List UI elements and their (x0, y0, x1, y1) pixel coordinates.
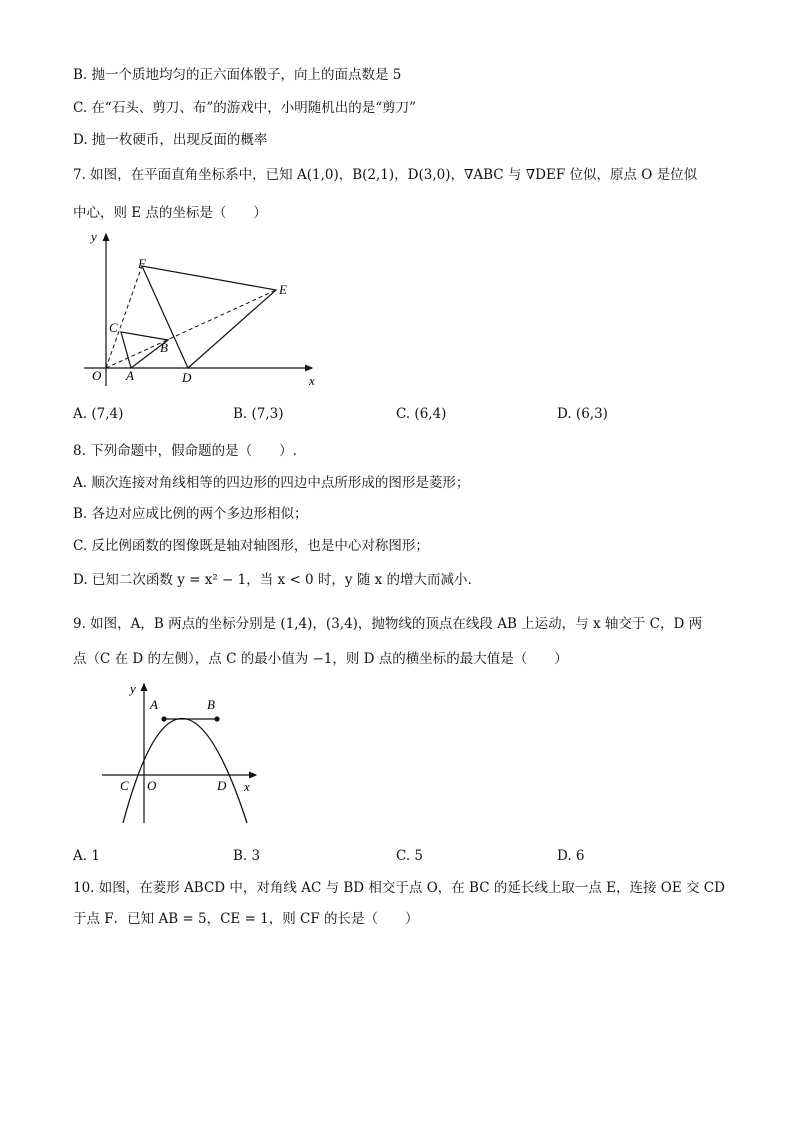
q8-option-d: D. 已知二次函数 y = x² − 1，当 x < 0 时，y 随 x 的增大而减小. (73, 572, 472, 588)
q9-label-y: y (130, 681, 136, 696)
q6-option-b: B. 抛一个质地均匀的正六面体骰子，向上的面点数是 5 (73, 67, 402, 83)
q9-option-d: D. 6 (557, 848, 585, 864)
q9-label-d: D (217, 778, 227, 793)
q7-label-e: E (279, 282, 287, 297)
q6-option-d: D. 抛一枚硬币，出现反面的概率 (73, 132, 268, 148)
q8-stem: 8. 下列命题中，假命题的是（ ）. (73, 443, 297, 459)
q7-stem-line1: 7. 如图，在平面直角坐标系中，已知 A(1,0)，B(2,1)，D(3,0)，∇ABC 与 ∇DEF 位似，原点 O 是位似 (73, 167, 698, 183)
q7-option-c: C. (6,4) (396, 406, 447, 422)
q7-ray-of (106, 266, 142, 368)
q8-option-a: A. 顺次连接对角线相等的四边形的四边中点所形成的图形是菱形； (73, 475, 470, 491)
q9-label-o: O (147, 778, 157, 793)
q9-point-b (214, 716, 219, 721)
q7-label-b: B (160, 340, 168, 355)
q7-ray-oe (106, 290, 276, 368)
q7-stem-line2: 中心，则 E 点的坐标是（ ） (73, 205, 267, 221)
q9-figure (96, 678, 266, 828)
q7-option-b: B. (7,3) (233, 406, 284, 422)
q9-stem-line1: 9. 如图，A，B 两点的坐标分别是 (1,4)，(3,4)，抛物线的顶点在线段 AB 上运动，与 x 轴交于 C，D 两 (73, 616, 703, 632)
q7-label-o: O (92, 368, 102, 383)
q9-option-c: C. 5 (396, 848, 424, 864)
q9-option-b: B. 3 (233, 848, 261, 864)
q9-label-c: C (120, 778, 129, 793)
q7-label-c: C (109, 320, 118, 335)
q7-label-y: y (91, 229, 97, 244)
q7-label-x: x (309, 373, 315, 388)
q9-parabola (123, 719, 247, 824)
q7-label-f: F (138, 256, 146, 271)
q10-stem-line1: 10. 如图，在菱形 ABCD 中，对角线 AC 与 BD 相交于点 O，在 BC 的延长线上取一点 E，连接 OE 交 CD (73, 880, 725, 896)
q9-label-b: B (207, 697, 215, 712)
q6-option-c: C. 在“石头、剪刀、布”的游戏中，小明随机出的是“剪刀” (73, 100, 417, 116)
q7-figure (80, 226, 330, 391)
q10-stem-line2: 于点 F．已知 AB = 5，CE = 1，则 CF 的长是（ ） (73, 911, 419, 927)
q9-stem-line2: 点（C 在 D 的左侧），点 C 的最小值为 −1，则 D 点的横坐标的最大值是（ ） (73, 651, 568, 667)
q9-option-a: A. 1 (73, 848, 100, 864)
q8-option-c: C. 反比例函数的图像既是轴对轴图形，也是中心对称图形； (73, 538, 429, 554)
q7-option-d: D. (6,3) (557, 406, 608, 422)
q8-option-b: B. 各边对应成比例的两个多边形相似； (73, 506, 308, 522)
q9-label-a: A (150, 697, 158, 712)
q9-point-a (161, 716, 166, 721)
q7-option-a: A. (7,4) (73, 406, 124, 422)
q7-label-a: A (126, 368, 134, 383)
q9-label-x: x (244, 779, 250, 794)
q7-label-d: D (182, 370, 192, 385)
